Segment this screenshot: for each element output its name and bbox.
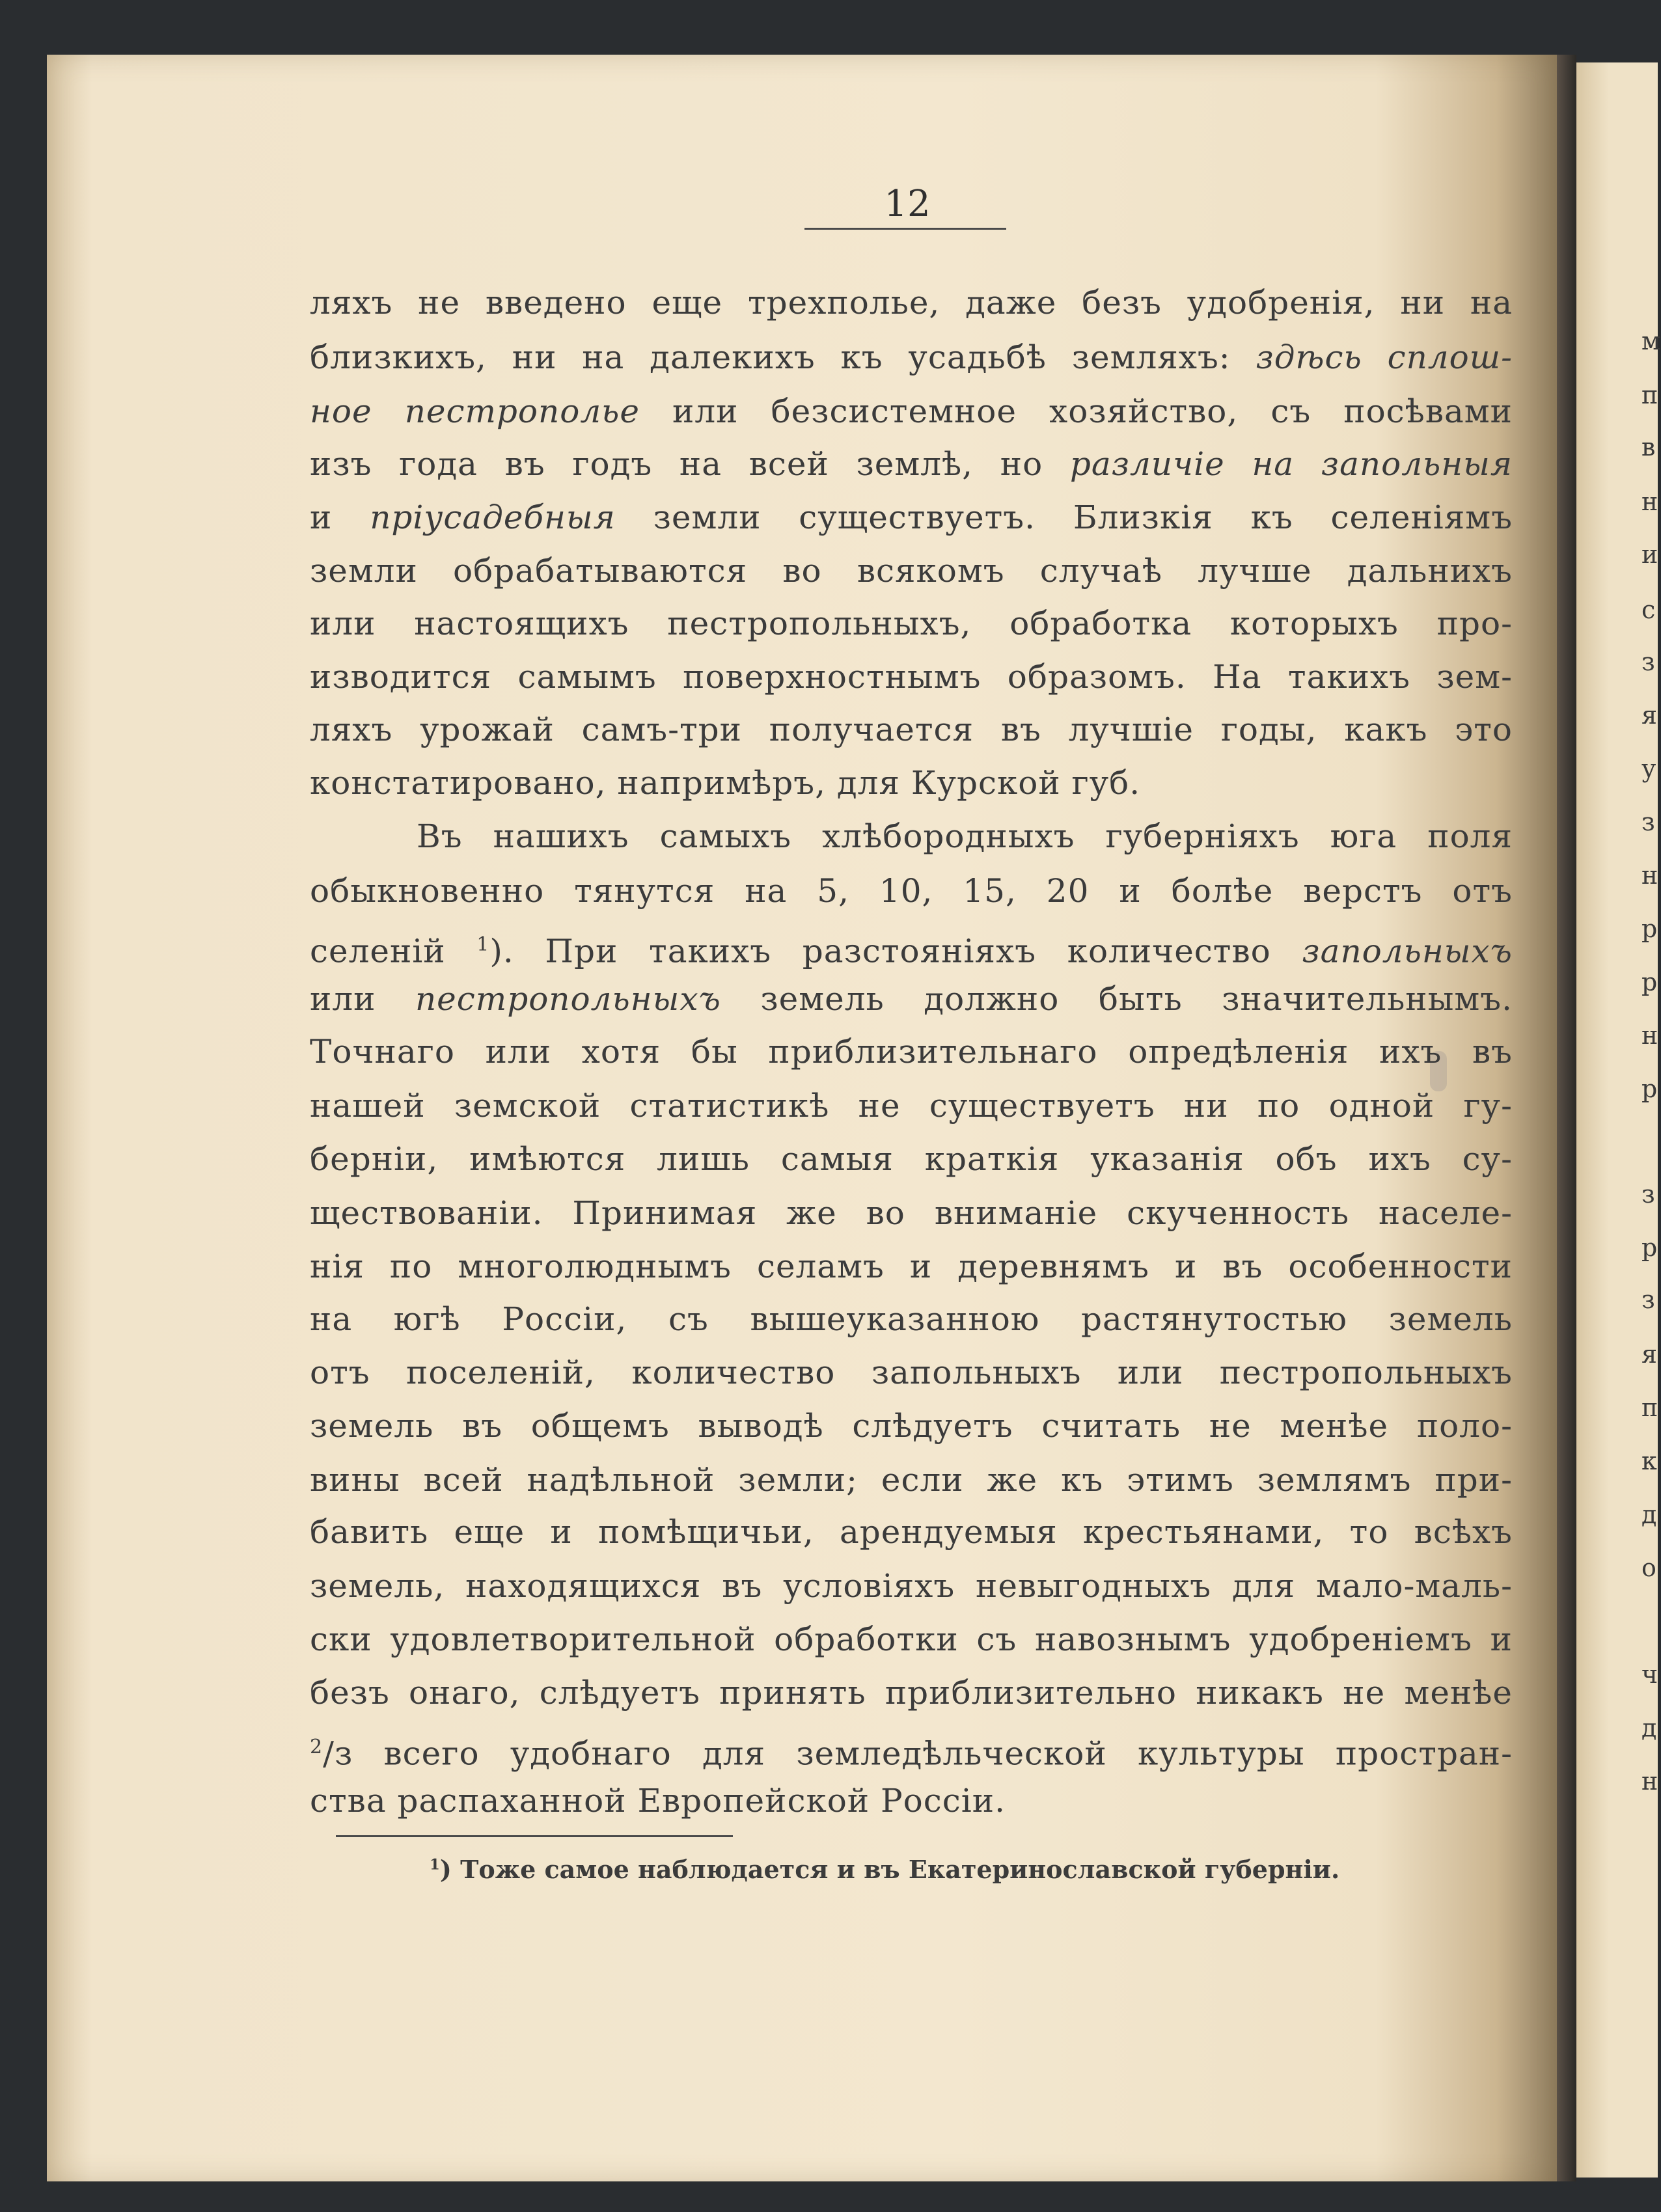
text-line — [310, 280, 1513, 325]
text-line — [310, 976, 1513, 1022]
text-segment: Въ нашихъ самыхъ хлѣбородныхъ губерніяхъ юга поля — [417, 817, 1513, 855]
text-segment: селеній — [310, 932, 477, 970]
text-line — [310, 1725, 1513, 1773]
text-segment: /з всего удобнаго для земледѣльческой культуры простран- — [323, 1734, 1513, 1773]
text-segment: вины всей надѣльной земли; если же къ этимъ землямъ при- — [310, 1461, 1513, 1499]
text-segment: земель въ общемъ выводѣ слѣдуетъ считать не менѣе поло- — [310, 1407, 1513, 1445]
text-line — [310, 335, 1513, 380]
italic-term: пестропольныхъ — [415, 980, 721, 1018]
text-segment: земли существуетъ. Близкія къ селеніямъ — [615, 498, 1513, 536]
text-line — [310, 1778, 1006, 1823]
text-line — [310, 601, 1513, 646]
adjacent-page-letter: з — [1641, 1180, 1655, 1208]
italic-term: здѣсь сплош- — [1256, 338, 1513, 376]
adjacent-page-letter: с — [1641, 595, 1656, 624]
header-rule — [804, 228, 1006, 230]
adjacent-page-letter: я — [1641, 1340, 1657, 1369]
text-segment: или — [310, 980, 415, 1018]
text-segment: ляхъ не введено еще трехполье, даже безъ удобренія, ни на — [310, 284, 1513, 321]
text-segment: ски удовлетворительной обработки съ навознымъ удобреніемъ и — [310, 1620, 1513, 1658]
text-segment: констатировано, напримѣръ, для Курской губ. — [310, 764, 1141, 802]
text-line — [310, 495, 1513, 540]
text-line — [310, 707, 1513, 752]
text-line — [310, 1244, 1513, 1289]
text-segment: нія по многолюднымъ селамъ и деревнямъ и въ особенности — [310, 1248, 1513, 1285]
footnote: $^1$) Тоже самое наблюдается и въ Екатеринославской губерніи. — [430, 1855, 1340, 1884]
text-segment: земель, находящихся въ условіяхъ невыгодныхъ для мало-маль- — [310, 1567, 1513, 1605]
text-line — [310, 1083, 1513, 1128]
text-segment: ства распаханной Европейской Россіи. — [310, 1782, 1006, 1820]
italic-term: ное пестрополье — [310, 392, 640, 430]
text-segment: на югѣ Россіи, съ вышеуказанною растянутостью земель — [310, 1300, 1513, 1338]
footnote-text: Тоже самое наблюдается и въ Екатеринославской губерніи. — [460, 1855, 1340, 1884]
adjacent-page-letter: з — [1641, 1285, 1655, 1314]
text-segment: безъ онаго, слѣдуетъ принять приблизительно никакъ не менѣе — [310, 1674, 1513, 1712]
text-segment: изъ года въ годъ на всей землѣ, но — [310, 445, 1070, 483]
adjacent-page-letter: я — [1641, 701, 1657, 730]
text-line — [417, 813, 1513, 859]
adjacent-page-letter: м — [1641, 327, 1661, 355]
text-line — [310, 868, 1513, 914]
text-segment: ляхъ урожай самъ-три получается въ лучшіе годы, какъ это — [310, 711, 1513, 748]
text-segment: земли обрабатываются во всякомъ случаѣ лучше дальнихъ — [310, 552, 1513, 590]
text-line — [310, 1190, 1513, 1236]
text-line — [310, 922, 1513, 968]
text-line — [310, 1136, 1513, 1182]
footnote-rule — [336, 1835, 733, 1837]
italic-term: различіе на запольныя — [1069, 445, 1513, 483]
adjacent-page-letter: р — [1641, 1074, 1658, 1103]
text-line — [310, 1296, 1513, 1342]
text-line — [310, 1350, 1513, 1395]
text-segment: Точнаго или хотя бы приблизительнаго опредѣленія ихъ въ — [310, 1033, 1513, 1071]
text-line — [310, 654, 1513, 700]
text-segment: земель должно быть значительнымъ. — [721, 980, 1513, 1018]
adjacent-page-letter: и — [1641, 540, 1658, 569]
text-segment: ществованіи. Принимая же во вниманіе скученность населе- — [310, 1194, 1513, 1232]
text-segment: близкихъ, ни на далекихъ къ усадьбѣ земляхъ: — [310, 338, 1256, 376]
fraction-numerator: 2 — [310, 1736, 323, 1758]
adjacent-page-letter: д — [1641, 1714, 1657, 1742]
adjacent-page-letter: д — [1641, 1500, 1657, 1529]
text-line — [310, 1457, 1513, 1503]
adjacent-page-letter: у — [1641, 754, 1656, 783]
adjacent-page-letter: к — [1641, 1447, 1657, 1475]
adjacent-page-letter: р — [1641, 914, 1658, 943]
text-segment: или настоящихъ пестропольныхъ, обработка которыхъ про- — [310, 605, 1513, 642]
page-number: 12 — [884, 183, 931, 225]
footnote-ref: 1 — [476, 933, 490, 956]
adjacent-page-letter: ч — [1641, 1660, 1658, 1689]
text-segment: берніи, имѣются лишь самыя краткія указанія объ ихъ су- — [310, 1140, 1513, 1178]
adjacent-page-letter: о — [1641, 1553, 1656, 1582]
text-segment: нашей земской статистикѣ не существуетъ ни по одной гу- — [310, 1087, 1513, 1125]
adjacent-page-letter: н — [1641, 487, 1658, 516]
adjacent-page-letter: н — [1641, 1021, 1658, 1050]
adjacent-page-letter: п — [1641, 1393, 1658, 1422]
text-line — [310, 1029, 1513, 1074]
text-segment: и — [310, 498, 370, 536]
text-segment: отъ поселеній, количество запольныхъ или пестропольныхъ — [310, 1354, 1513, 1391]
adjacent-page-letter: з — [1641, 808, 1655, 836]
adjacent-page-letter: н — [1641, 861, 1658, 890]
adjacent-page-letter: в — [1641, 433, 1656, 461]
adjacent-page-edge — [1576, 62, 1658, 2178]
text-segment: или безсистемное хозяйство, съ посѣвами — [639, 392, 1513, 430]
text-segment: ). При такихъ разстояніяхъ количество — [489, 932, 1302, 970]
text-segment: изводится самымъ поверхностнымъ образомъ. На такихъ зем- — [310, 658, 1513, 696]
text-line — [310, 1509, 1513, 1555]
adjacent-page-letter: н — [1641, 1767, 1658, 1796]
text-line — [310, 1670, 1513, 1715]
text-segment: обыкновенно тянутся на 5, 10, 15, 20 и болѣе верстъ отъ — [310, 872, 1513, 910]
text-line — [310, 548, 1513, 594]
text-segment: бавить еще и помѣщичьи, арендуемыя крестьянами, то всѣхъ — [310, 1513, 1513, 1551]
text-line — [310, 1403, 1513, 1449]
text-line — [310, 1617, 1513, 1662]
book-spine — [1557, 55, 1576, 2181]
text-line — [310, 1563, 1513, 1609]
adjacent-page-letter: р — [1641, 1233, 1658, 1262]
text-line — [310, 389, 1513, 434]
text-line — [310, 760, 1140, 806]
text-line — [310, 441, 1513, 487]
adjacent-page-letter: з — [1641, 648, 1655, 676]
footnote-marker: 1 — [430, 1856, 440, 1874]
adjacent-page-letter: р — [1641, 968, 1658, 996]
italic-term: запольныхъ — [1302, 932, 1513, 970]
italic-term: пріусадебныя — [370, 498, 616, 536]
adjacent-page-letter: п — [1641, 381, 1658, 409]
